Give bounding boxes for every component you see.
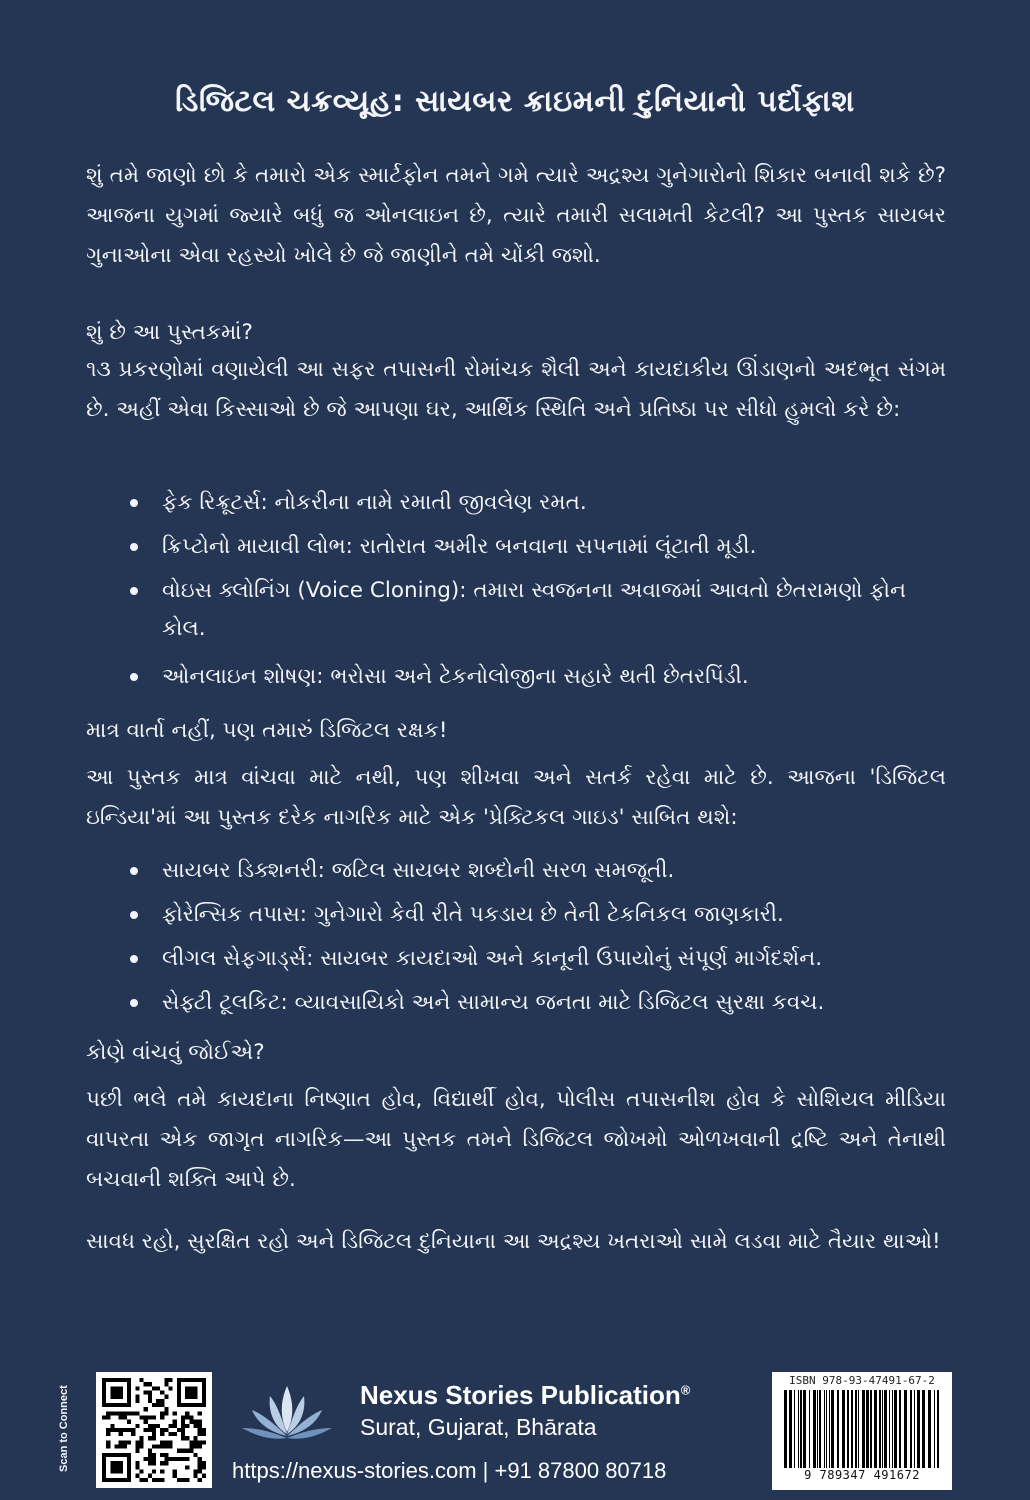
list-item: વોઇસ ક્લોનિંગ (Voice Cloning): તમારા સ્વજનના અવાજમાં આવતો છેતરામણો ફોન કોલ.: [130, 572, 950, 648]
list-item: ફેક રિક્રૂટર્સ: નોકરીના નામે રમાતી જીવલેણ રમત.: [130, 484, 950, 522]
intro-paragraph: શું તમે જાણો છો કે તમારો એક સ્માર્ટફોન તમને ગમે ત્યારે અદ્રશ્ય ગુનેગારોનો શિકાર બનાવી શકે છે? આજના યુગમાં જ્યારે બધું જ ઓનલાઇન છે, ત્યારે તમારી સલામતી કેટલી? આ પુસ્તક સાયબર ગુનાઓના એવા રહસ્યો ખોલે છે જે જાણીને તમે ચોંકી જશો.: [86, 163, 946, 268]
contents-list: [130, 484, 950, 702]
contents-paragraph: ૧૩ પ્રકરણોમાં વણાયેલી આ સફર તપાસની રોમાંચક શૈલી અને કાયદાકીય ઊંડાણનો અદભૂત સંગમ છે. અહીં એવા કિસ્સાઓ છે જે આપણા ઘર, આર્થિક સ્થિતિ અને પ્રતિષ્ઠા પર સીધો હુમલો કરે છે:: [86, 357, 946, 422]
publisher-name-text: Nexus Stories Publication: [360, 1380, 681, 1410]
section-heading-protector: માત્ર વાર્તા નહીં, પણ તમારું ડિજિટલ રક્ષક!: [86, 718, 448, 743]
contact-line[interactable]: https://nexus-stories.com | +91 87800 80718: [232, 1458, 667, 1483]
publisher-location: Surat, Gujarat, Bhārata: [360, 1414, 597, 1440]
registered-mark: ®: [680, 1382, 691, 1398]
qr-code-pattern: [102, 1378, 206, 1482]
lotus-logo: [232, 1378, 342, 1448]
barcode-bars: [782, 1390, 942, 1468]
audience-paragraph: પછી ભલે તમે કાયદાના નિષ્ણાત હોવ, વિદ્યાર્થી હોવ, પોલીસ તપાસનીશ હોવ કે સોશિયલ મીડિયા વાપરતા એક જાગૃત નાગરિક—આ પુસ્તક તમને ડિજિટલ જોખમો ઓળખવાની દ્રષ્ટિ અને તેનાથી બચવાની શક્તિ આપે છે.: [86, 1087, 946, 1192]
barcode-digits: 9 789347 491672: [804, 1468, 920, 1482]
publisher-name: [360, 1380, 690, 1411]
scan-to-connect-label: Scan to Connect: [58, 1385, 70, 1473]
list-item: લીગલ સેફગાર્ડ્સ: સાયબર કાયદાઓ અને કાનૂની ઉપાયોનું સંપૂર્ણ માર્ગદર્શન.: [130, 940, 950, 978]
list-item: ઓનલાઇન શોષણ: ભરોસા અને ટેકનોલોજીના સહારે થતી છેતરપિંડી.: [130, 658, 950, 696]
section-heading-audience: કોણે વાંચવું જોઈએ?: [86, 1040, 265, 1065]
list-item: સેફ્ટી ટૂલકિટ: વ્યાવસાયિકો અને સામાન્ય જનતા માટે ડિજિટલ સુરક્ષા કવચ.: [130, 984, 950, 1022]
isbn-barcode: [772, 1372, 952, 1490]
isbn-label: ISBN 978-93-47491-67-2: [789, 1374, 935, 1387]
list-item: સાયબર ડિક્શનરી: જટિલ સાયબર શબ્દોની સરળ સમજૂતી.: [130, 852, 950, 890]
list-item: ક્રિપ્ટોનો માયાવી લોભ: રાતોરાત અમીર બનવાના સપનામાં લૂંટાતી મૂડી.: [130, 528, 950, 566]
qr-code[interactable]: [96, 1372, 212, 1488]
closing-paragraph: સાવધ રહો, સુરક્ષિત રહો અને ડિજિટલ દુનિયાના આ અદ્રશ્ય ખતરાઓ સામે લડવા માટે તૈયાર થાઓ!: [86, 1229, 941, 1254]
book-title: ડિજિટલ ચક્રવ્યૂહ: સાયબર ક્રાઇમની દુનિયાનો પર્દાફાશ: [175, 84, 855, 119]
list-item: ફોરેન્સિક તપાસ: ગુનેગારો કેવી રીતે પકડાય છે તેની ટેકનિકલ જાણકારી.: [130, 896, 950, 934]
protector-paragraph: આ પુસ્તક માત્ર વાંચવા માટે નથી, પણ શીખવા અને સતર્ક રહેવા માટે છે. આજના 'ડિજિટલ ઇન્ડિયા'માં આ પુસ્તક દરેક નાગરિક માટે એક 'પ્રેક્ટિકલ ગાઇડ' સાબિત થશે:: [86, 765, 946, 830]
features-list: [130, 852, 950, 1028]
section-heading-contents: શું છે આ પુસ્તકમાં?: [86, 320, 253, 345]
